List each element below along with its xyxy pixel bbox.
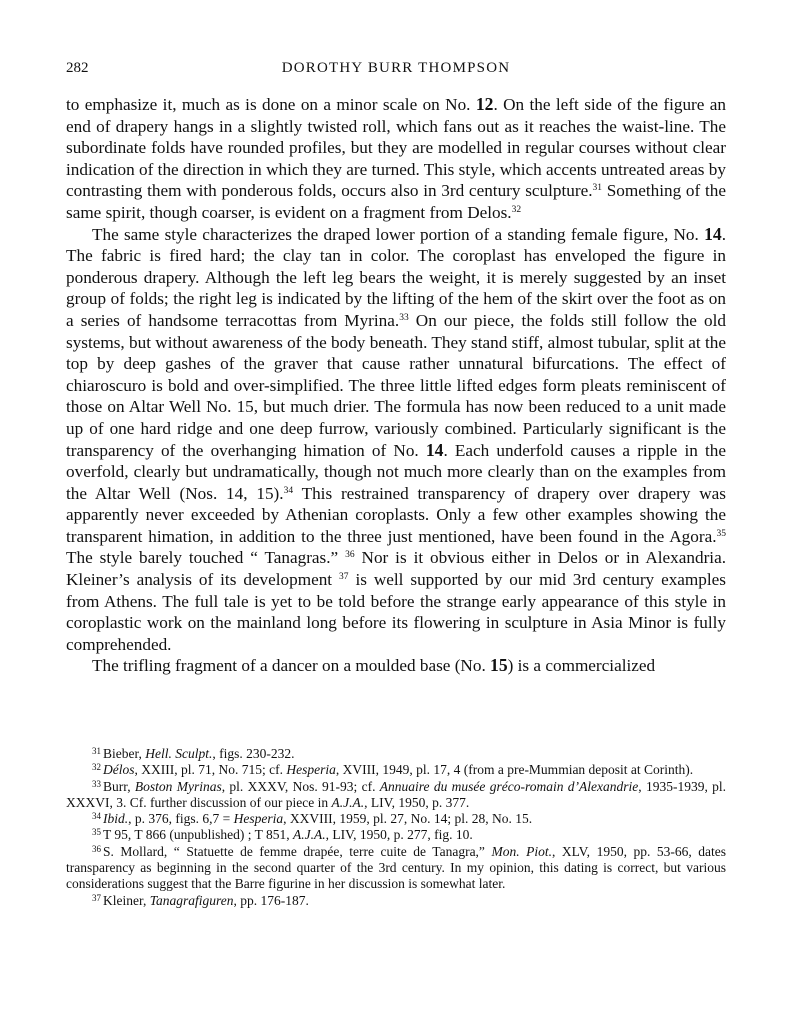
catalog-number-ref: 14	[425, 439, 444, 460]
paragraph-2: The same style characterizes the draped lower portion of a standing female figure, No. 14. The fabric is fired hard; the clay tan in color. The coroplast has enveloped the figure in ponderous drapery. Although the left leg bears the weight, it is merely suggested by an inset group of folds; the right leg is indicated by the lifting of the hem of the skirt over the foot as on a series of handsome terracottas from Myrina.$^{33}$ On our piece, the folds still follow the old systems, but without awareness of the body beneath. They stand stiff, almost tubular, split at the top by deep gashes of the graver that cause rather unnatural bifurcations. The effect of chiaroscuro is bold and over-simplified. The three little lifted edges form pleats reminiscent of those on Altar Well No. 15, but much drier. The formula has now been reduced to a unit made up of one hard ridge and one deep furrow, variously combined. Particularly significant is the transparency of the overhanging himation of No. 14. Each underfold causes a ripple in the overfold, clearly but undramatically, though not much more clearly than on the examples from the Altar Well (Nos. 14, 15).$^{34}$ This restrained transparency of drapery over drapery was apparently never exceeded by Athenian coroplasts. Only a few other examples showing the transparent himation, in addition to the three just mentioned, have been found in the Agora.$^{35}$ The style barely touched “ Tanagras.” $^{36}$ Nor is it obvious either in Delos or in Alexandria. Kleiner’s analysis of its development $^{37}$ is well supported by our mid 3rd century examples from Athens. The full tale is yet to be told before the strange early appearance of this style in coroplastic work on the mainland long before its flowering in sculpture in Asia Minor is fully comprehended.	[66, 223, 726, 654]
footnote-ref-32[interactable]: 32	[511, 204, 522, 215]
catalog-number-ref: 15	[490, 655, 508, 676]
page-header	[66, 60, 726, 82]
page-number: 282	[66, 60, 89, 76]
catalog-number-ref: 14	[704, 223, 722, 244]
footnote-36: $^{36}$ S. Mollard, “ Statuette de femme drapée, terre cuite de Tanagra,” Mon. Piot., XLV, 1950, pp. 53-66, dates transparency as beginning in the second quarter of the 3rd century. In my opinion, this dating is correct, but various considerations suggest that the Barre figurine in her discussion is somewhat later.	[66, 843, 727, 892]
footnote-37: $^{37}$ Kleiner, Tanagrafiguren, pp. 176-187.	[92, 892, 309, 908]
paragraph-3: The trifling fragment of a dancer on a moulded base (No. 15) is a commercialized	[92, 655, 656, 676]
footnote-ref-31[interactable]: 31	[592, 183, 602, 194]
footnotes	[66, 746, 726, 909]
catalog-number-ref: 12	[475, 94, 494, 114]
footnote-32: $^{32}$ Délos, XXIII, pl. 71, No. 715; cf. Hesperia, XVIII, 1949, pl. 17, 4 (from a pre-Mummian deposit at Corinth).	[92, 762, 694, 778]
footnote-ref-34[interactable]: 34	[283, 485, 294, 496]
running-head: DOROTHY BURR THOMPSON	[281, 60, 511, 76]
footnote-ref-36[interactable]: 36	[345, 550, 355, 561]
footnote-ref-33[interactable]: 33	[399, 312, 409, 323]
footnote-35: $^{35}$ T 95, T 866 (unpublished) ; T 851, A.J.A., LIV, 1950, p. 277, fig. 10.	[92, 827, 473, 843]
footnote-ref-37[interactable]: 37	[339, 572, 349, 583]
paragraph-1: to emphasize it, much as is done on a minor scale on No. 12. On the left side of the figure an end of drapery hangs in a slightly twisted roll, which fans out as it reaches the waist-line. The subordinate folds have rounded profiles, but they are modelled in regular courses without clear indication of the direction in which they are turned. This style, which accents untreated areas by contrasting them with ponderous folds, occurs also in 3rd century sculpture.$^{31}$ Something of the same spirit, though coarser, is evident on a fragment from Delos.$^{32}$	[66, 94, 727, 222]
footnote-ref-35[interactable]: 35	[716, 528, 726, 539]
footnote-33: $^{33}$ Burr, Boston Myrinas, pl. XXXV, Nos. 91-93; cf. Annuaire du musée gréco-romain d’Alexandrie, 1935-1939, pl. XXXVI, 3. Cf. further discussion of our piece in A.J.A., LIV, 1950, p. 377.	[66, 778, 727, 810]
footnote-31: $^{31}$ Bieber, Hell. Sculpt., figs. 230-232.	[92, 746, 295, 761]
footnote-34: $^{34}$ Ibid., p. 376, figs. 6,7 = Hesperia, XXVIII, 1959, pl. 27, No. 14; pl. 28, No. 15.	[92, 811, 533, 827]
body-text	[66, 94, 726, 677]
